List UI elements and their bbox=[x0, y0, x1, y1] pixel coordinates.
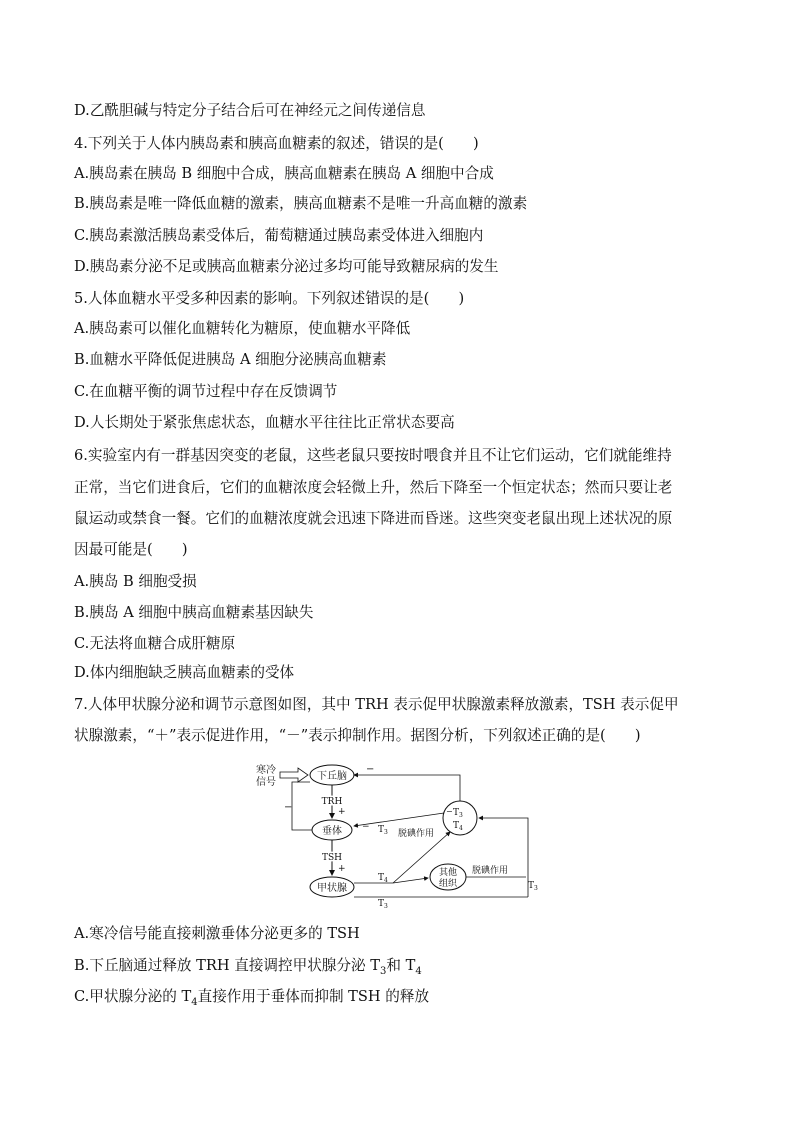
text-line: B.胰岛 A 细胞中胰高血糖素基因缺失 bbox=[74, 604, 314, 621]
text-line: B.胰岛素是唯一降低血糖的激素，胰高血糖素不是唯一升高血糖的激素 bbox=[74, 195, 528, 212]
tsh-label: TSH bbox=[321, 853, 343, 863]
hypothalamus-label: 下丘脑 bbox=[317, 771, 347, 782]
cold-signal-label-1: 寒冷 bbox=[256, 765, 276, 776]
top-minus: − bbox=[366, 764, 375, 775]
text-line: D.人长期处于紧张焦虑状态，血糖水平往往比正常状态要高 bbox=[74, 414, 455, 431]
deiodination-label-1: 脱碘作用 bbox=[398, 829, 435, 839]
option-7c: C.甲状腺分泌的 $T_4$直接作用于垂体而抑制 TSH 的释放 bbox=[74, 988, 430, 1008]
text-line: 7.人体甲状腺分泌和调节示意图如图，其中 TRH 表示促甲状腺激素释放激素，TSH 表示促甲 bbox=[74, 696, 679, 713]
text-line: D.胰岛素分泌不足或胰高血糖素分泌过多均可能导致糖尿病的发生 bbox=[74, 258, 499, 275]
text-line: 4.下列关于人体内胰岛素和胰高血糖素的叙述，错误的是( ) bbox=[74, 135, 479, 152]
text-line: C.胰岛素激活胰岛素受体后，葡萄糖通过胰岛素受体进入细胞内 bbox=[74, 227, 484, 244]
cold-signal-label-2: 信号 bbox=[256, 777, 276, 788]
text-line: A.胰岛素在胰岛 B 细胞中合成，胰高血糖素在胰岛 A 细胞中合成 bbox=[74, 165, 494, 182]
text-line: 状腺激素，“＋”表示促进作用，“－”表示抑制作用。据图分析，下列叙述正确的是( ) bbox=[74, 727, 641, 744]
text-line: A.胰岛素可以催化血糖转化为糖原，使血糖水平降低 bbox=[74, 320, 411, 337]
text-line: D.体内细胞缺乏胰高血糖素的受体 bbox=[74, 664, 295, 681]
text-line: C.在血糖平衡的调节过程中存在反馈调节 bbox=[74, 383, 338, 400]
deiodination-label-2: 脱碘作用 bbox=[472, 866, 509, 876]
text-line: A.胰岛 B 细胞受损 bbox=[74, 573, 197, 590]
thyroid-t4: $T_4$ bbox=[378, 873, 388, 884]
other-tissue-label-2: 组织 bbox=[438, 879, 458, 889]
text-line: 5.人体血糖水平受多种因素的影响。下列叙述错误的是( ) bbox=[74, 290, 465, 307]
text-line: B.血糖水平降低促进胰岛 A 细胞分泌胰高血糖素 bbox=[74, 351, 387, 368]
text-line: 因最可能是( ) bbox=[74, 541, 188, 558]
text-line: C.无法将血糖合成肝糖原 bbox=[74, 635, 236, 652]
text-line: 正常，当它们进食后，它们的血糖浓度会轻微上升，然后下降至一个恒定状态；然而只要让老 bbox=[74, 479, 673, 496]
thyroid-label: 甲状腺 bbox=[317, 883, 347, 894]
thyroid-regulation-diagram bbox=[248, 760, 548, 910]
pool-t4: $T_4$ bbox=[453, 821, 463, 832]
text-line: A.寒冷信号能直接刺激垂体分泌更多的 TSH bbox=[74, 925, 360, 942]
pituitary-t3: $T_3$ bbox=[378, 825, 388, 836]
trh-label: TRH bbox=[321, 797, 343, 807]
tsh-plus: + bbox=[338, 864, 346, 874]
pool-t3: $T_3$ bbox=[453, 808, 463, 819]
pituitary-label: 垂体 bbox=[322, 826, 342, 837]
left-minus: − bbox=[284, 802, 293, 813]
right-t3: $T_3$ bbox=[528, 881, 538, 892]
trh-plus: + bbox=[338, 807, 346, 817]
thyroid-t3: $T_3$ bbox=[378, 899, 388, 910]
pituitary-minus: − bbox=[362, 822, 370, 832]
text-line: 鼠运动或禁食一餐。它们的血糖浓度就会迅速下降进而昏迷。这些突变老鼠出现上述状况的原 bbox=[74, 510, 673, 527]
text-line: D.乙酰胆碱与特定分子结合后可在神经元之间传递信息 bbox=[74, 102, 426, 119]
option-7b: B.下丘脑通过释放 TRH 直接调控甲状腺分泌 $T_3$和 $T_4$ bbox=[74, 957, 422, 977]
text-line: 6.实验室内有一群基因突变的老鼠，这些老鼠只要按时喂食并且不让它们运动，它们就能维持 bbox=[74, 447, 672, 464]
other-tissue-label-1: 其他 bbox=[438, 868, 458, 878]
pool-minus: − bbox=[446, 807, 453, 816]
